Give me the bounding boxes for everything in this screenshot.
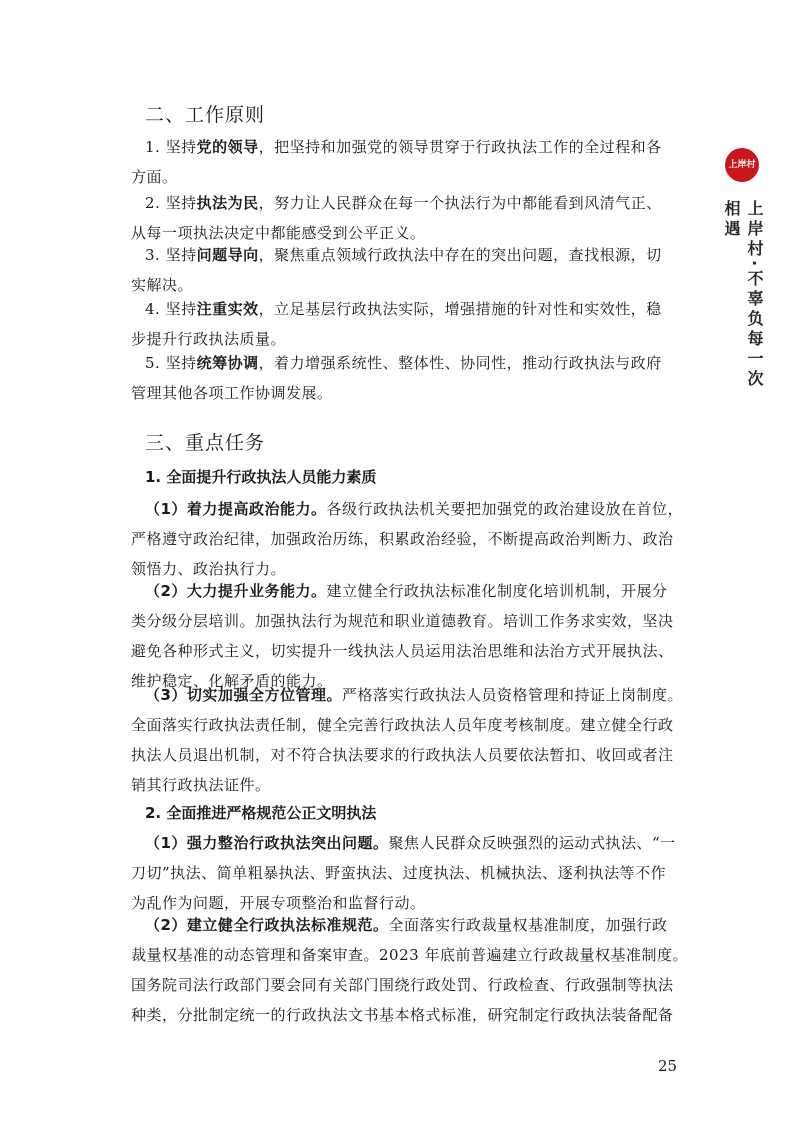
principle-2-prefix: 2. 坚持 — [145, 194, 197, 212]
task-1-para-1-line-2: 严格遵守政治纪律，加强政治历练，积累政治经验，不断提高政治判断力、政治 — [131, 530, 674, 548]
task-2-title: 2. 全面推进严格规范公正文明执法 — [145, 804, 377, 822]
principle-5-rest: ，着力增强系统性、整体性、协同性，推动行政执法与政府 — [258, 354, 662, 372]
task-1-para-3-line-1: 严格落实行政执法人员资格管理和持证上岗制度。 — [341, 686, 683, 704]
seal-logo — [725, 148, 759, 182]
task-1-para-1-line-3: 领悟力、政治执行力。 — [131, 560, 287, 578]
task-1-para-1-line-1: 各级行政执法机关要把加强党的政治建设放在首位， — [326, 500, 683, 518]
task-2-para-2-line-3: 国务院司法行政部门要会同有关部门围绕行政处罚、行政检查、行政强制等执法 — [131, 976, 674, 994]
principle-4 — [131, 294, 685, 354]
principle-1-prefix: 1. 坚持 — [145, 138, 197, 156]
task-2-para-1-line-1: 聚焦人民群众反映强烈的运动式执法、“一 — [388, 834, 676, 852]
task-2-para-1-lead: （1）强力整治行政执法突出问题。 — [145, 834, 389, 852]
task-2-para-2-line-2: 裁量权基准的动态管理和备案审查。2023 年底前普遍建立行政裁量权基准制度。 — [131, 946, 688, 964]
task-1-para-3-line-2: 全面落实行政执法责任制，健全完善行政执法人员年度考核制度。建立健全行政 — [131, 716, 674, 734]
task-2-para-2-line-4: 种类，分批制定统一的行政执法文书基本格式标准，研究制定行政执法装备配备 — [131, 1006, 674, 1024]
principle-5-bold: 统筹协调 — [196, 354, 259, 372]
task-2-para-2-lead: （2）建立健全行政执法标准规范。 — [145, 916, 389, 934]
principle-3-prefix: 3. 坚持 — [145, 246, 197, 264]
principle-3-bold: 问题导向 — [196, 246, 259, 264]
principle-4-line2: 步提升行政执法质量。 — [131, 330, 287, 348]
principle-1-bold: 党的领导 — [196, 138, 259, 156]
principle-4-bold: 注重实效 — [196, 300, 259, 318]
seal-text: 上岸村 — [728, 160, 756, 170]
task-2-para-1-line-2: 刀切”执法、简单粗暴执法、野蛮执法、过度执法、机械执法、逐利执法等不作 — [131, 864, 667, 882]
principle-3-line2: 实解决。 — [131, 276, 194, 294]
principle-5-line2: 管理其他各项工作协调发展。 — [131, 384, 333, 402]
task-1-para-2-line-4: 维护稳定、化解矛盾的能力。 — [131, 672, 333, 690]
principle-5 — [131, 348, 685, 408]
principle-3-rest: ，聚焦重点领域行政执法中存在的突出问题，查找根源，切 — [258, 246, 662, 264]
task-1-para-3-line-4: 销其行政执法证件。 — [131, 776, 271, 794]
section-2-title: 二、工作原则 — [145, 104, 266, 126]
task-1-para-2-line-2: 类分级分层培训。加强执法行为规范和职业道德教育。培训工作务求实效，坚决 — [131, 612, 674, 630]
principle-1 — [131, 132, 685, 192]
task-1-para-2 — [131, 576, 685, 696]
principle-3 — [131, 240, 685, 300]
side-branding — [720, 148, 764, 400]
principle-4-prefix: 4. 坚持 — [145, 300, 197, 318]
task-1-para-3-line-3: 执法人员退出机制，对不符合执法要求的行政执法人员要依法暂扣、收回或者注 — [131, 746, 674, 764]
section-3-title: 三、重点任务 — [145, 432, 266, 454]
task-1-para-3 — [131, 680, 685, 800]
task-2-para-1-line-3: 为乱作为问题，开展专项整治和监督行动。 — [131, 894, 426, 912]
principle-2 — [131, 188, 685, 248]
task-1-para-2-lead: （2）大力提升业务能力。 — [145, 582, 327, 600]
task-1-para-1-lead: （1）着力提高政治能力。 — [145, 500, 327, 518]
principle-1-rest: ，把坚持和加强党的领导贯穿于行政执法工作的全过程和各 — [258, 138, 662, 156]
principle-2-rest: ，努力让人民群众在每一个执法行为中都能看到风清气正、 — [258, 194, 662, 212]
vertical-slogan: 上岸村·不辜负每一次相遇 — [722, 200, 764, 391]
task-1-para-2-line-3: 避免各种形式主义，切实提升一线执法人员运用法治思维和法治方式开展执法、 — [131, 642, 674, 660]
principle-1-line2: 方面。 — [131, 168, 178, 186]
principle-2-bold: 执法为民 — [196, 194, 259, 212]
task-1-title: 1. 全面提升行政执法人员能力素质 — [145, 468, 377, 486]
task-1-para-3-lead: （3）切实加强全方位管理。 — [145, 686, 342, 704]
principle-5-prefix: 5. 坚持 — [145, 354, 197, 372]
principle-4-rest: ，立足基层行政执法实际，增强措施的针对性和实效性，稳 — [258, 300, 662, 318]
principle-2-line2: 从每一项执法决定中都能感受到公平正义。 — [131, 224, 426, 242]
task-1-para-1 — [131, 494, 685, 584]
task-2-para-2 — [131, 910, 688, 1030]
task-2-para-1 — [131, 828, 685, 918]
task-2-para-2-line-1: 全面落实行政裁量权基准制度，加强行政 — [388, 916, 668, 934]
page-number: 25 — [658, 1057, 678, 1075]
task-1-para-2-line-1: 建立健全行政执法标准化制度化培训机制，开展分 — [326, 582, 668, 600]
